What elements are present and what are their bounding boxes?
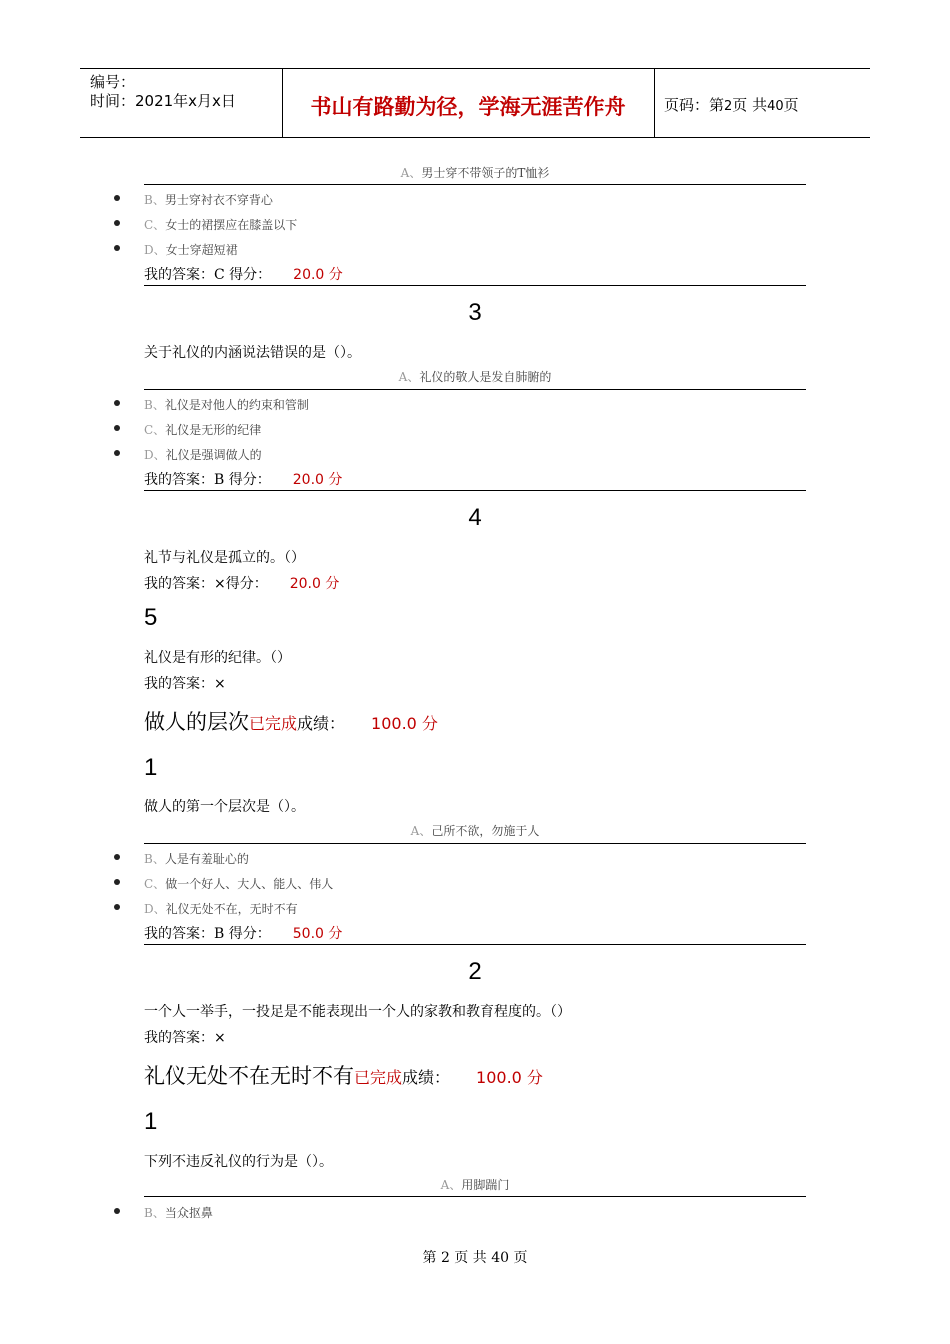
option-d: D、礼仪是强调做人的 [144, 448, 262, 462]
my-answer: 我的答案：B 得分： 20.0 分 [144, 472, 343, 488]
divider [144, 285, 806, 286]
divider [144, 843, 806, 844]
score-value: 20.0 分 [289, 576, 340, 592]
option-b: B、人是有羞耻心的 [144, 852, 249, 866]
option-a: A、己所不欲，勿施于人 [410, 824, 540, 838]
option-c: C、女士的裙摆应在膝盖以下 [144, 218, 298, 232]
divider [144, 184, 806, 185]
page-header [80, 68, 870, 138]
question-number: 2 [468, 958, 482, 985]
bullet-icon [114, 879, 120, 885]
option-d: D、女士穿超短裙 [144, 243, 238, 257]
my-answer: 我的答案：× [144, 676, 226, 692]
question-text: 礼节与礼仪是孤立的。（） [144, 550, 305, 566]
option-b: B、礼仪是对他人的约束和管制 [144, 398, 309, 412]
question-text: 做人的第一个层次是（）。 [144, 799, 305, 815]
score-value: 20.0 分 [292, 472, 343, 488]
wrong-mark-icon: × [214, 1030, 226, 1046]
score-value: 20.0 分 [293, 267, 343, 283]
section-title: 做人的层次已完成成绩： 100.0 分 [144, 710, 438, 734]
bullet-icon [114, 450, 120, 456]
bullet-icon [114, 195, 120, 201]
page-footer: 第 2 页 共 40 页 [422, 1250, 528, 1266]
header-divider [654, 69, 655, 137]
question-number: 4 [468, 504, 482, 531]
section-score: 100.0 分 [476, 1068, 543, 1087]
my-answer: 我的答案：×得分： 20.0 分 [144, 576, 340, 592]
question-text: 下列不违反礼仪的行为是（）。 [144, 1154, 333, 1170]
wrong-mark-icon: × [214, 676, 226, 692]
status-badge: 已完成 [249, 714, 298, 733]
my-answer: 我的答案：C 得分： 20.0 分 [144, 267, 343, 283]
wrong-mark-icon: × [214, 576, 226, 592]
section-score: 100.0 分 [371, 714, 438, 733]
code-label: 编号： [90, 73, 136, 91]
divider [144, 389, 806, 390]
header-page-info: 页码：第2页 共40页 [664, 96, 799, 114]
option-a: A、男士穿不带领子的T恤衫 [400, 166, 550, 180]
date-label: 时间：2021年x月x日 [90, 92, 236, 110]
section-title: 礼仪无处不在无时不有已完成成绩： 100.0 分 [144, 1064, 543, 1088]
header-motto: 书山有路勤为径，学海无涯苦作舟 [310, 95, 626, 119]
question-text: 礼仪是有形的纪律。（） [144, 650, 291, 666]
option-c: C、礼仪是无形的纪律 [144, 423, 262, 437]
my-answer: 我的答案：B 得分： 50.0 分 [144, 926, 343, 942]
option-d: D、礼仪无处不在，无时不有 [144, 902, 298, 916]
option-c: C、做一个好人、大人、能人、伟人 [144, 877, 334, 891]
bullet-icon [114, 425, 120, 431]
option-a: A、用脚踹门 [440, 1178, 510, 1192]
bullet-icon [114, 904, 120, 910]
score-value: 50.0 分 [292, 926, 343, 942]
question-number: 1 [144, 1108, 158, 1135]
divider [144, 944, 806, 945]
bullet-icon [114, 245, 120, 251]
header-page-number: 2 [724, 99, 733, 114]
question-number: 5 [144, 604, 158, 631]
header-meta [90, 73, 236, 111]
divider [144, 490, 806, 491]
my-answer: 我的答案：× [144, 1030, 226, 1046]
bullet-icon [114, 220, 120, 226]
question-number: 3 [468, 299, 482, 326]
divider [144, 1196, 806, 1197]
question-number: 1 [144, 754, 158, 781]
option-b: B、男士穿衬衣不穿背心 [144, 193, 273, 207]
bullet-icon [114, 854, 120, 860]
question-text: 关于礼仪的内涵说法错误的是（）。 [144, 345, 361, 361]
bullet-icon [114, 1208, 120, 1214]
header-page-total: 40 [767, 99, 784, 114]
status-badge: 已完成 [354, 1068, 403, 1087]
option-b: B、当众抠鼻 [144, 1206, 213, 1220]
option-a: A、礼仪的敬人是发自肺腑的 [398, 370, 552, 384]
bullet-icon [114, 400, 120, 406]
question-text: 一个人一举手，一投足是不能表现出一个人的家教和教育程度的。（） [144, 1004, 571, 1020]
